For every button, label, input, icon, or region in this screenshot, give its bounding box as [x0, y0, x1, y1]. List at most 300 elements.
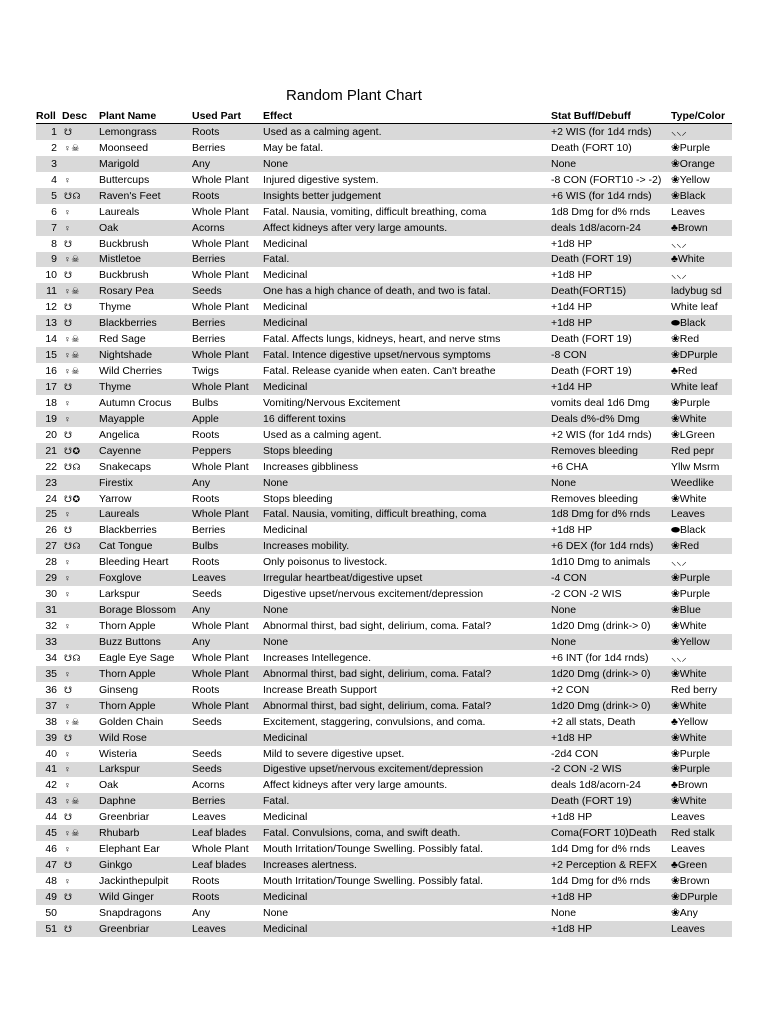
used-part-cell: Roots: [192, 492, 220, 505]
type-color-cell: ⸜⸜⸝: [671, 269, 687, 282]
plant-name-cell: Greenbriar: [99, 921, 192, 937]
type-color-cell: Red pepr: [671, 443, 732, 459]
stat-cell: Death (FORT 19): [551, 333, 632, 346]
table-row: [36, 283, 732, 299]
used-part-cell: Seeds: [192, 762, 263, 778]
stat-cell: Death (FORT 10): [551, 141, 632, 154]
type-color-cell: Leaves: [671, 205, 705, 218]
used-part-cell: Whole Plant: [192, 379, 263, 395]
used-part-cell: Any: [192, 906, 211, 919]
type-color-cell: ❀White: [671, 411, 732, 427]
desc-cell: ☋✪: [64, 493, 81, 504]
type-color-cell: ❀Purple: [671, 762, 732, 778]
plant-name-cell: Thorn Apple: [99, 666, 192, 682]
stat-cell: -4 CON: [551, 570, 671, 586]
plant-name-cell: Ginkgo: [99, 857, 192, 873]
roll-cell: 2: [51, 141, 57, 154]
used-part-cell: Leaf blades: [192, 825, 263, 841]
desc-cell: ☋: [62, 379, 99, 395]
plant-name-cell: Thyme: [99, 379, 192, 395]
type-color-cell: ⬬Black: [671, 524, 706, 537]
used-part-cell: Roots: [192, 875, 220, 888]
desc-cell: [62, 905, 99, 921]
type-color-cell: ⸜⸜⸝: [671, 124, 732, 140]
desc-cell: ☋☊: [62, 538, 99, 554]
effect-cell: Affect kidneys after very large amounts.: [263, 779, 448, 792]
stat-cell: -2 CON -2 WIS: [551, 588, 622, 601]
used-part-cell: Whole Plant: [192, 507, 263, 523]
plant-name-cell: Ginseng: [99, 683, 139, 696]
effect-cell: Used as a calming agent.: [263, 428, 382, 441]
used-part-cell: Whole Plant: [192, 173, 249, 186]
used-part-cell: Roots: [192, 683, 220, 696]
plant-name-cell: Cat Tongue: [99, 538, 192, 554]
type-color-cell: ❀Red: [671, 538, 732, 554]
roll-cell: 36: [45, 683, 57, 696]
used-part-cell: Roots: [192, 428, 220, 441]
effect-cell: Digestive upset/nervous excitement/depression: [263, 762, 551, 778]
stat-cell: None: [551, 156, 671, 172]
table-header-row: [36, 108, 732, 124]
effect-cell: Excitement, staggering, convulsions, and coma.: [263, 715, 486, 728]
roll-cell: 31: [36, 602, 62, 618]
type-color-cell: Leaves: [671, 921, 732, 937]
effect-cell: Medicinal: [263, 379, 551, 395]
used-part-cell: Apple: [192, 411, 263, 427]
table-row: [36, 777, 732, 793]
plant-name-cell: Larkspur: [99, 588, 140, 601]
stat-cell: Death (FORT 19): [551, 252, 671, 268]
effect-cell: Insights better judgement: [263, 188, 551, 204]
desc-cell: ♀☠: [62, 793, 99, 809]
used-part-cell: Whole Plant: [192, 347, 263, 363]
effect-cell: Only poisonus to livestock.: [263, 556, 388, 569]
plant-name-cell: Daphne: [99, 793, 192, 809]
type-color-cell: ❀Black: [671, 188, 732, 204]
effect-cell: Increases alertness.: [263, 857, 551, 873]
roll-cell: 17: [36, 379, 62, 395]
desc-cell: ♀☠: [62, 283, 99, 299]
roll-cell: 23: [36, 475, 62, 491]
plant-name-cell: Oak: [99, 220, 192, 236]
used-part-cell: Whole Plant: [192, 698, 263, 714]
effect-cell: Abnormal thirst, bad sight, delirium, coma. Fatal?: [263, 698, 551, 714]
used-part-cell: Berries: [192, 252, 263, 268]
table-row: [36, 905, 732, 921]
roll-cell: 26: [45, 524, 57, 537]
desc-cell: [62, 156, 99, 172]
plant-name-cell: Firestix: [99, 475, 192, 491]
type-color-cell: ❀Brown: [671, 875, 710, 888]
plant-name-cell: Lemongrass: [99, 124, 192, 140]
table-row: [36, 825, 732, 841]
stat-cell: deals 1d8/acorn-24: [551, 220, 671, 236]
header-stat: Stat Buff/Debuff: [551, 108, 671, 124]
desc-cell: ♀: [64, 174, 72, 185]
type-color-cell: ❀Purple: [671, 747, 711, 760]
roll-cell: 34: [45, 651, 57, 664]
table-row: [36, 522, 732, 538]
plant-name-cell: Thyme: [99, 301, 132, 314]
stat-cell: Removes bleeding: [551, 492, 638, 505]
stat-cell: +1d8 HP: [551, 269, 593, 282]
effect-cell: Mouth Irritation/Tounge Swelling. Possibly fatal.: [263, 875, 484, 888]
roll-cell: 21: [36, 443, 62, 459]
table-row: [36, 427, 732, 443]
type-color-cell: ⸜⸜⸝: [671, 237, 687, 250]
used-part-cell: Whole Plant: [192, 620, 249, 633]
effect-cell: Mouth Irritation/Tounge Swelling. Possibly fatal.: [263, 843, 484, 856]
roll-cell: 19: [36, 411, 62, 427]
plant-name-cell: Angelica: [99, 428, 140, 441]
plant-name-cell: Marigold: [99, 156, 192, 172]
desc-cell: ♀: [64, 557, 72, 568]
desc-cell: ☋: [64, 429, 73, 440]
header-used-part: Used Part: [192, 108, 263, 124]
stat-cell: 1d10 Dmg to animals: [551, 556, 651, 569]
used-part-cell: Whole Plant: [192, 269, 249, 282]
effect-cell: Stops bleeding: [263, 443, 551, 459]
effect-cell: Fatal. Release cyanide when eaten. Can't breathe: [263, 365, 496, 378]
effect-cell: Medicinal: [263, 730, 551, 746]
plant-name-cell: Autumn Crocus: [99, 396, 172, 409]
effect-cell: Medicinal: [263, 921, 551, 937]
stat-cell: +1d4 HP: [551, 379, 671, 395]
roll-cell: 24: [45, 492, 57, 505]
stat-cell: Death(FORT15): [551, 283, 671, 299]
desc-cell: ♀☠: [64, 334, 80, 345]
type-color-cell: Leaves: [671, 811, 705, 824]
used-part-cell: Any: [192, 156, 263, 172]
plant-name-cell: Nightshade: [99, 347, 192, 363]
table-body: [36, 124, 732, 937]
roll-cell: 25: [36, 507, 62, 523]
stat-cell: +6 DEX (for 1d4 rnds): [551, 538, 671, 554]
table-row: [36, 857, 732, 873]
table-row: [36, 586, 732, 602]
plant-name-cell: Wild Ginger: [99, 889, 192, 905]
used-part-cell: Roots: [192, 188, 263, 204]
effect-cell: Abnormal thirst, bad sight, delirium, coma. Fatal?: [263, 666, 551, 682]
roll-cell: 48: [45, 875, 57, 888]
table-row: [36, 746, 732, 762]
roll-cell: 50: [45, 906, 57, 919]
table-row: [36, 650, 732, 666]
stat-cell: +1d8 HP: [551, 237, 593, 250]
plant-name-cell: Greenbriar: [99, 811, 150, 824]
table-row: [36, 252, 732, 268]
desc-cell: ☋☊: [64, 461, 81, 472]
used-part-cell: Twigs: [192, 365, 219, 378]
plant-name-cell: Wisteria: [99, 747, 137, 760]
roll-cell: 8: [51, 237, 57, 250]
type-color-cell: ♣Brown: [671, 220, 732, 236]
desc-cell: ♀: [64, 621, 72, 632]
stat-cell: +1d4 HP: [551, 301, 593, 314]
used-part-cell: Roots: [192, 556, 220, 569]
plant-name-cell: Blackberries: [99, 315, 192, 331]
desc-cell: ♀: [64, 206, 72, 217]
roll-cell: 35: [36, 666, 62, 682]
desc-cell: ♀☠: [64, 142, 80, 153]
table-row: [36, 315, 732, 331]
type-color-cell: White leaf: [671, 301, 718, 314]
roll-cell: 49: [36, 889, 62, 905]
used-part-cell: Any: [192, 475, 263, 491]
type-color-cell: ⸜⸜⸝: [671, 651, 687, 664]
effect-cell: None: [263, 475, 551, 491]
plant-name-cell: Borage Blossom: [99, 602, 192, 618]
stat-cell: +1d8 HP: [551, 811, 593, 824]
table-row: [36, 140, 732, 156]
roll-cell: 18: [45, 396, 57, 409]
plant-name-cell: Buckbrush: [99, 269, 149, 282]
stat-cell: +2 all stats, Death: [551, 715, 636, 728]
roll-cell: 10: [45, 269, 57, 282]
used-part-cell: Peppers: [192, 443, 263, 459]
table-row: [36, 411, 732, 427]
type-color-cell: ❀LGreen: [671, 428, 715, 441]
effect-cell: Fatal.: [263, 252, 551, 268]
table-row: [36, 682, 732, 698]
plant-name-cell: Mistletoe: [99, 252, 192, 268]
roll-cell: 32: [45, 620, 57, 633]
plant-name-cell: Elephant Ear: [99, 843, 160, 856]
type-color-cell: ❀Yellow: [671, 634, 732, 650]
desc-cell: ☋✪: [62, 443, 99, 459]
table-row: [36, 267, 732, 283]
effect-cell: Irregular heartbeat/digestive upset: [263, 570, 551, 586]
type-color-cell: Leaves: [671, 843, 705, 856]
roll-cell: 27: [36, 538, 62, 554]
effect-cell: Abnormal thirst, bad sight, delirium, coma. Fatal?: [263, 620, 492, 633]
roll-cell: 43: [36, 793, 62, 809]
stat-cell: None: [551, 634, 671, 650]
type-color-cell: ❀White: [671, 730, 732, 746]
roll-cell: 3: [36, 156, 62, 172]
stat-cell: deals 1d8/acorn-24: [551, 779, 641, 792]
used-part-cell: Berries: [192, 315, 263, 331]
roll-cell: 4: [51, 173, 57, 186]
table-row: [36, 634, 732, 650]
desc-cell: ♀: [62, 570, 99, 586]
used-part-cell: Berries: [192, 333, 226, 346]
table-row: [36, 172, 732, 188]
type-color-cell: ❀White: [671, 698, 732, 714]
table-row: [36, 188, 732, 204]
desc-cell: ♀: [64, 876, 72, 887]
stat-cell: +1d8 HP: [551, 315, 671, 331]
plant-name-cell: Laureals: [99, 205, 140, 218]
plant-name-cell: Thorn Apple: [99, 698, 192, 714]
roll-cell: 51: [36, 921, 62, 937]
desc-cell: ♀☠: [62, 825, 99, 841]
desc-cell: ♀: [62, 666, 99, 682]
table-row: [36, 873, 732, 889]
table-row: [36, 618, 732, 634]
roll-cell: 37: [36, 698, 62, 714]
table-row: [36, 921, 732, 937]
stat-cell: None: [551, 602, 671, 618]
table-row: [36, 363, 732, 379]
stat-cell: Removes bleeding: [551, 443, 671, 459]
type-color-cell: ❀Blue: [671, 602, 732, 618]
table-row: [36, 491, 732, 507]
used-part-cell: Whole Plant: [192, 237, 249, 250]
header-effect: Effect: [263, 108, 551, 124]
used-part-cell: Any: [192, 634, 263, 650]
type-color-cell: Leaves: [671, 507, 732, 523]
desc-cell: ♀: [64, 844, 72, 855]
table-row: [36, 809, 732, 825]
plant-name-cell: Wild Rose: [99, 730, 192, 746]
roll-cell: 14: [45, 333, 57, 346]
type-color-cell: ❀DPurple: [671, 889, 732, 905]
effect-cell: Medicinal: [263, 301, 308, 314]
type-color-cell: ❀Orange: [671, 156, 732, 172]
roll-cell: 7: [36, 220, 62, 236]
type-color-cell: Yllw Msrm: [671, 460, 720, 473]
effect-cell: 16 different toxins: [263, 411, 551, 427]
table-row: [36, 554, 732, 570]
desc-cell: ☋: [62, 730, 99, 746]
table-row: [36, 762, 732, 778]
desc-cell: ☋: [62, 857, 99, 873]
plant-name-cell: Golden Chain: [99, 715, 164, 728]
table-row: [36, 889, 732, 905]
effect-cell: Fatal. Nausia, vomiting, difficult breathing, coma: [263, 205, 487, 218]
plant-name-cell: Thorn Apple: [99, 620, 156, 633]
stat-cell: -8 CON (FORT10 -> -2): [551, 173, 662, 186]
roll-cell: 20: [45, 428, 57, 441]
plant-name-cell: Buttercups: [99, 173, 150, 186]
type-color-cell: White leaf: [671, 379, 732, 395]
roll-cell: 9: [36, 252, 62, 268]
table-row: [36, 156, 732, 172]
effect-cell: Digestive upset/nervous excitement/depression: [263, 588, 484, 601]
effect-cell: Used as a calming agent.: [263, 124, 551, 140]
table-row: [36, 841, 732, 857]
table-row: [36, 602, 732, 618]
used-part-cell: Whole Plant: [192, 843, 249, 856]
type-color-cell: ♣White: [671, 252, 732, 268]
table-row: [36, 538, 732, 554]
type-color-cell: Weedlike: [671, 475, 732, 491]
effect-cell: Increase Breath Support: [263, 683, 377, 696]
plant-name-cell: Laureals: [99, 507, 192, 523]
stat-cell: +6 INT (for 1d4 rnds): [551, 651, 649, 664]
roll-cell: 33: [36, 634, 62, 650]
type-color-cell: ❀Purple: [671, 588, 711, 601]
plant-name-cell: Foxglove: [99, 570, 192, 586]
plant-name-cell: Yarrow: [99, 492, 132, 505]
effect-cell: Fatal. Convulsions, coma, and swift death.: [263, 825, 551, 841]
stat-cell: Coma(FORT 10)Death: [551, 825, 671, 841]
header-desc: Desc: [62, 108, 99, 124]
plant-name-cell: Snakecaps: [99, 460, 151, 473]
desc-cell: ♀☠: [64, 366, 80, 377]
stat-cell: 1d8 Dmg for d% rnds: [551, 507, 671, 523]
used-part-cell: Seeds: [192, 283, 263, 299]
stat-cell: +1d8 HP: [551, 921, 671, 937]
plant-name-cell: Mayapple: [99, 411, 192, 427]
table-row: [36, 730, 732, 746]
table-row: [36, 236, 732, 252]
table-row: [36, 570, 732, 586]
desc-cell: ♀: [62, 698, 99, 714]
roll-cell: 47: [36, 857, 62, 873]
desc-cell: ♀☠: [64, 716, 80, 727]
used-part-cell: Acorns: [192, 779, 225, 792]
roll-cell: 39: [36, 730, 62, 746]
effect-cell: Fatal. Intence digestive upset/nervous symptoms: [263, 347, 551, 363]
table-row: [36, 459, 732, 475]
type-color-cell: ❀White: [671, 620, 707, 633]
stat-cell: +2 WIS (for 1d4 rnds): [551, 428, 652, 441]
desc-cell: [62, 634, 99, 650]
desc-cell: ☋: [62, 124, 99, 140]
roll-cell: 1: [36, 124, 62, 140]
desc-cell: ♀: [62, 762, 99, 778]
plant-name-cell: Bleeding Heart: [99, 556, 169, 569]
plant-table: [36, 108, 732, 937]
plant-name-cell: Raven's Feet: [99, 188, 192, 204]
effect-cell: Increases mobility.: [263, 538, 551, 554]
used-part-cell: Acorns: [192, 220, 263, 236]
used-part-cell: Seeds: [192, 715, 222, 728]
desc-cell: ♀: [64, 397, 72, 408]
stat-cell: 1d4 Dmg for d% rnds: [551, 875, 651, 888]
type-color-cell: Red stalk: [671, 825, 732, 841]
roll-cell: 11: [36, 283, 62, 299]
roll-cell: 12: [45, 301, 57, 314]
stat-cell: +6 CHA: [551, 460, 589, 473]
effect-cell: None: [263, 602, 551, 618]
desc-cell: ♀☠: [62, 347, 99, 363]
used-part-cell: Whole Plant: [192, 205, 249, 218]
used-part-cell: Leaves: [192, 570, 263, 586]
effect-cell: Medicinal: [263, 315, 551, 331]
table-row: [36, 666, 732, 682]
effect-cell: Medicinal: [263, 269, 308, 282]
stat-cell: +2 Perception & REFX: [551, 857, 671, 873]
table-row: [36, 714, 732, 730]
plant-name-cell: Rhubarb: [99, 825, 192, 841]
roll-cell: 30: [45, 588, 57, 601]
desc-cell: ♀: [64, 748, 72, 759]
header-roll: Roll: [36, 108, 62, 124]
type-color-cell: ❀Any: [671, 906, 698, 919]
desc-cell: ☋: [64, 302, 73, 313]
used-part-cell: Any: [192, 602, 263, 618]
stat-cell: None: [551, 475, 671, 491]
type-color-cell: ❀Yellow: [671, 173, 710, 186]
type-color-cell: ♣Red: [671, 365, 698, 378]
roll-cell: 40: [45, 747, 57, 760]
desc-cell: ☋: [64, 525, 73, 536]
desc-cell: ☋: [62, 921, 99, 937]
effect-cell: Mild to severe digestive upset.: [263, 747, 405, 760]
type-color-cell: ❀Purple: [671, 570, 732, 586]
table-row: [36, 331, 732, 347]
effect-cell: Medicinal: [263, 811, 308, 824]
stat-cell: -8 CON: [551, 347, 671, 363]
stat-cell: vomits deal 1d6 Dmg: [551, 396, 650, 409]
desc-cell: ☋☊: [64, 652, 81, 663]
desc-cell: ♀: [62, 411, 99, 427]
plant-name-cell: Eagle Eye Sage: [99, 651, 175, 664]
used-part-cell: Roots: [192, 124, 263, 140]
